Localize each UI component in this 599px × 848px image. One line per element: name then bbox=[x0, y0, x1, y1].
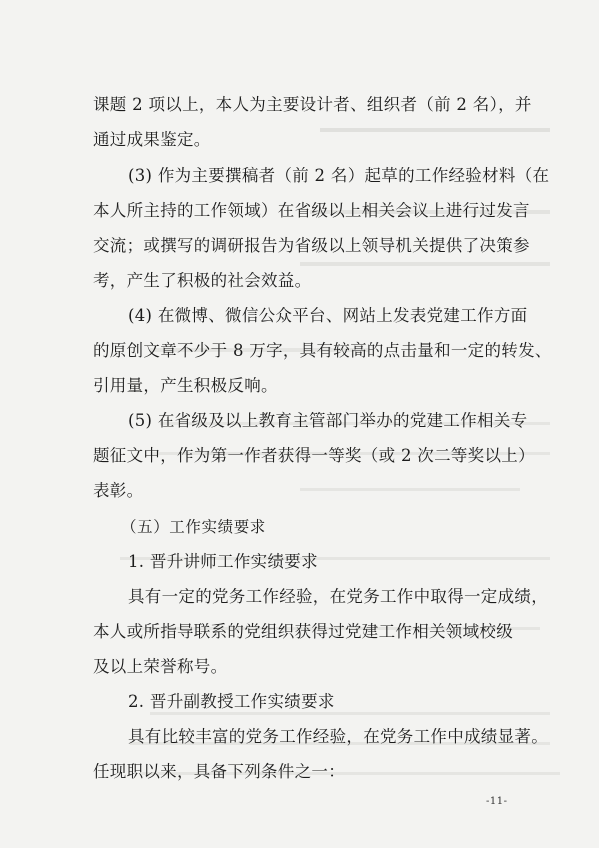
text-line: 通过成果鉴定。 bbox=[93, 130, 211, 149]
text-line: 题征文中，作为第一作者获得一等奖（或 2 次二等奖以上） bbox=[93, 446, 535, 465]
text-line: 的原创文章不少于 8 万字，具有较高的点击量和一定的转发、 bbox=[93, 341, 552, 360]
text-line: 课题 2 项以上，本人为主要设计者、组织者（前 2 名），并 bbox=[93, 95, 532, 114]
text-line: (5) 在省级及以上教育主管部门举办的党建工作相关专 bbox=[128, 411, 528, 430]
page-number: -11- bbox=[486, 796, 508, 807]
text-line: 及以上荣誉称号。 bbox=[93, 657, 228, 676]
text-line: (3) 作为主要撰稿者（前 2 名）起草的工作经验材料（在 bbox=[128, 166, 550, 185]
text-line: 具有一定的党务工作经验，在党务工作中取得一定成绩， bbox=[128, 587, 548, 606]
text-line: 本人或所指导联系的党组织获得过党建工作相关领域校级 bbox=[93, 622, 513, 641]
text-line: 交流；或撰写的调研报告为省级以上领导机关提供了决策参 bbox=[93, 236, 530, 255]
text-line: 表彰。 bbox=[93, 481, 144, 500]
text-line: 本人所主持的工作领域）在省级以上相关会议上进行过发言 bbox=[93, 201, 530, 220]
section-heading: （五）工作实绩要求 bbox=[121, 518, 266, 536]
subsection-heading: 2. 晋升副教授工作实绩要求 bbox=[128, 692, 335, 711]
text-line: 考，产生了积极的社会效益。 bbox=[93, 271, 312, 290]
text-line: (4) 在微博、微信公众平台、网站上发表党建工作方面 bbox=[128, 306, 528, 325]
text-line: 任现职以来，具备下列条件之一： bbox=[93, 762, 345, 781]
text-line: 具有比较丰富的党务工作经验，在党务工作中成绩显著。 bbox=[128, 727, 548, 746]
text-line: 引用量，产生积极反响。 bbox=[93, 376, 278, 395]
subsection-heading: 1. 晋升讲师工作实绩要求 bbox=[128, 552, 318, 571]
